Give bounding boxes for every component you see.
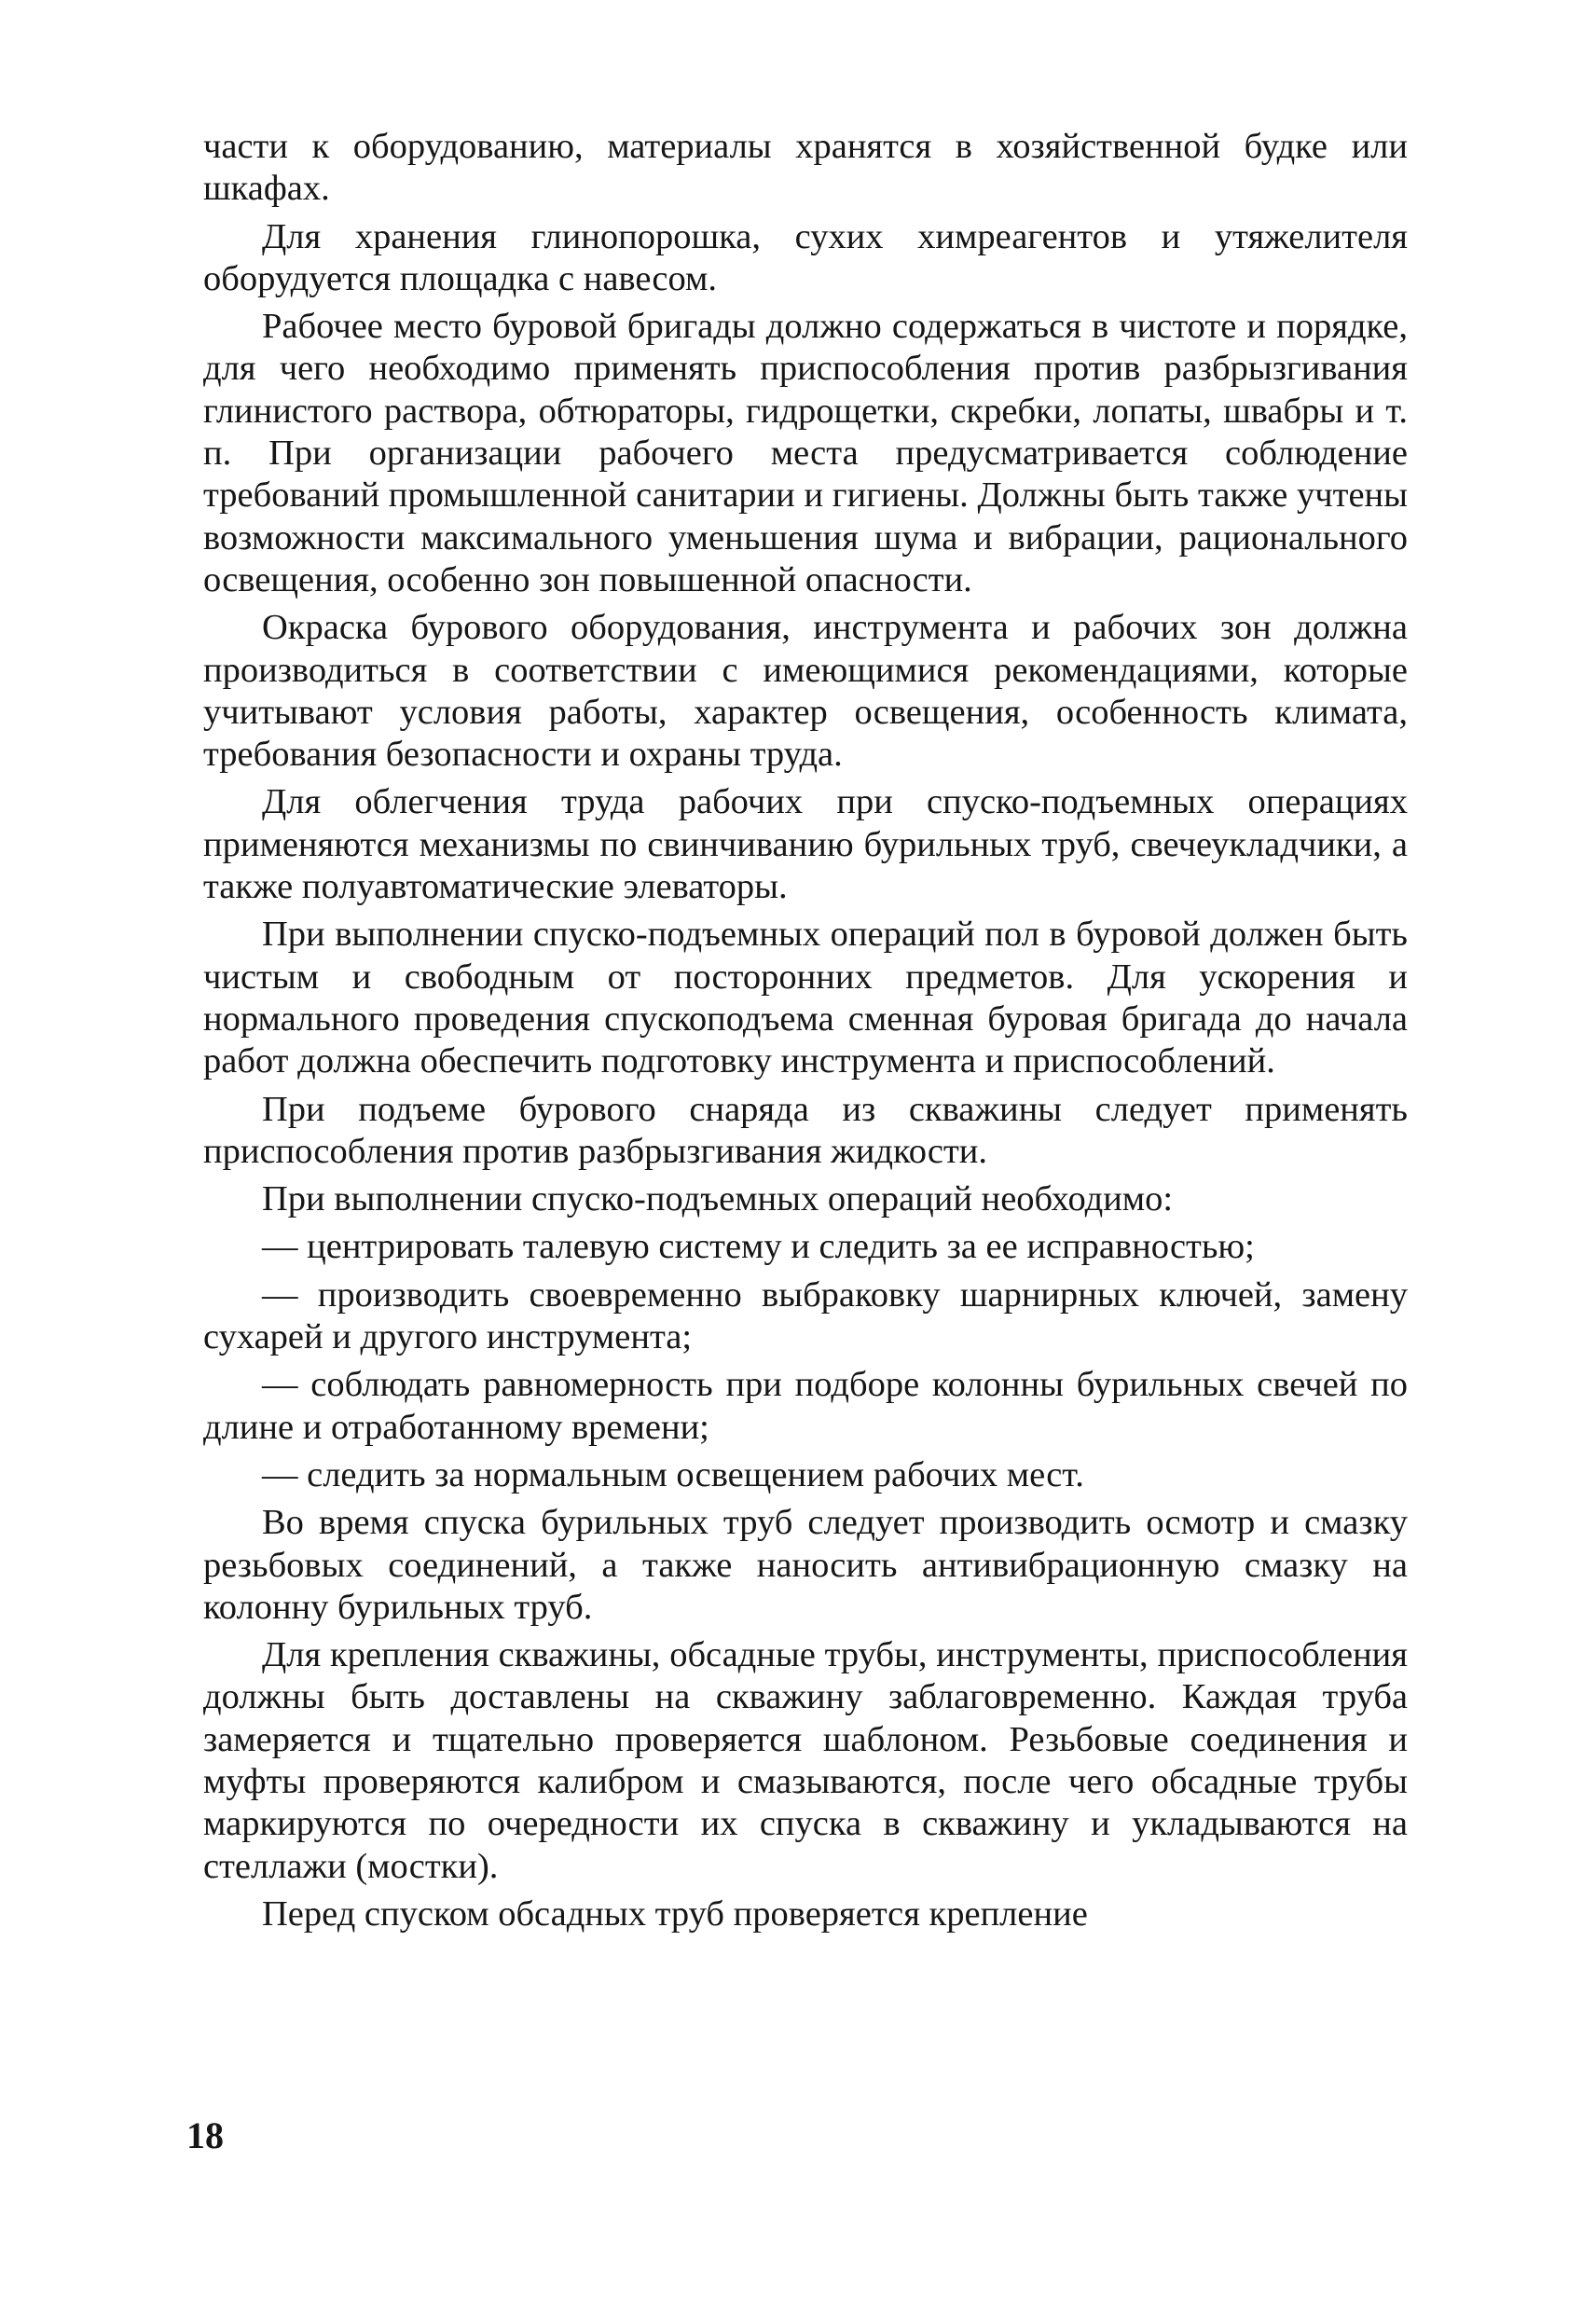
- paragraph-clay-powder-storage: Для хранения глинопорошка, сухих химреагентов и утяжелителя оборудуется площадка с навесом.: [203, 216, 1408, 298]
- list-item: — следить за нормальным освещением рабочих мест.: [203, 1454, 1408, 1496]
- list-item: — центрировать талевую систему и следить за ее исправностью;: [203, 1226, 1408, 1268]
- page-number: 18: [186, 2114, 224, 2156]
- paragraph-thread-inspection: Во время спуска бурильных труб следует производить осмотр и смазку резьбовых соединений, а также наносить антивибрационную смазку на колонну бурильных труб.: [203, 1503, 1408, 1627]
- list-item: — соблюдать равномерность при подборе колонны бурильных свечей по длине и отработанному времени;: [203, 1364, 1408, 1449]
- paragraph-workplace-cleanliness: Рабочее место буровой бригады должно содержаться в чистоте и порядке, для чего необходимо применять приспособления против разбрызгивания глинистого раствора, обтюраторы, гидрощетки, скребки, лопаты, швабры и т. п. При организации рабочего места предусматривается соблюдение требований промышленной санитарии и гигиены. Должны быть также учтены возможности максимального уменьшения шума и вибрации, рационального освещения, особенно зон повышенной опасности.: [203, 307, 1408, 599]
- paragraph-casing-check: Перед спуском обсадных труб проверяется крепление: [262, 1893, 1088, 1934]
- paragraph-operations-intro: При выполнении спуско-подъемных операций необходимо:: [262, 1179, 1174, 1219]
- paragraph-lifting-splash: При подъеме бурового снаряда из скважины следует применять приспособления против разбрызгивания жидкости.: [203, 1089, 1408, 1171]
- paragraph-storage-continued: части к оборудованию, материалы хранятся в хозяйственной будке или шкафах.: [203, 127, 1408, 209]
- paragraph-casing-preparation: Для крепления скважины, обсадные трубы, инструменты, приспособления должны быть доставлены на скважину заблаговременно. Каждая труба замеряется и тщательно проверяется шаблоном. Резьбовые соединения и муфты проверяются калибром и смазываются, после чего обсадные трубы маркируются по очередности их спуска в скважину и укладываются на стеллажи (мостки).: [203, 1635, 1408, 1886]
- paragraph-floor-cleanliness: При выполнении спуско-подъемных операций пол в буровой должен быть чистым и свободным от посторонних предметов. Для ускорения и нормального проведения спускоподъема сменная буровая бригада до начала работ должна обеспечить подготовку инструмента и приспособлений.: [203, 915, 1408, 1081]
- list-item: — производить своевременно выбраковку шарнирных ключей, замену сухарей и другого инструмента;: [203, 1274, 1408, 1359]
- paragraph-equipment-painting: Окраска бурового оборудования, инструмента и рабочих зон должна производиться в соответствии с имеющимися рекомендациями, которые учитывают условия работы, характер освещения, особенность климата, требования безопасности и охраны труда.: [203, 608, 1408, 775]
- paragraph-labor-mechanisms: Для облегчения труда рабочих при спуско-подъемных операциях применяются механизмы по свинчиванию бурильных труб, свечеукладчики, а также полуавтоматические элеваторы.: [203, 782, 1408, 907]
- page-body: [203, 126, 1408, 1941]
- requirements-list: [203, 1226, 1408, 1496]
